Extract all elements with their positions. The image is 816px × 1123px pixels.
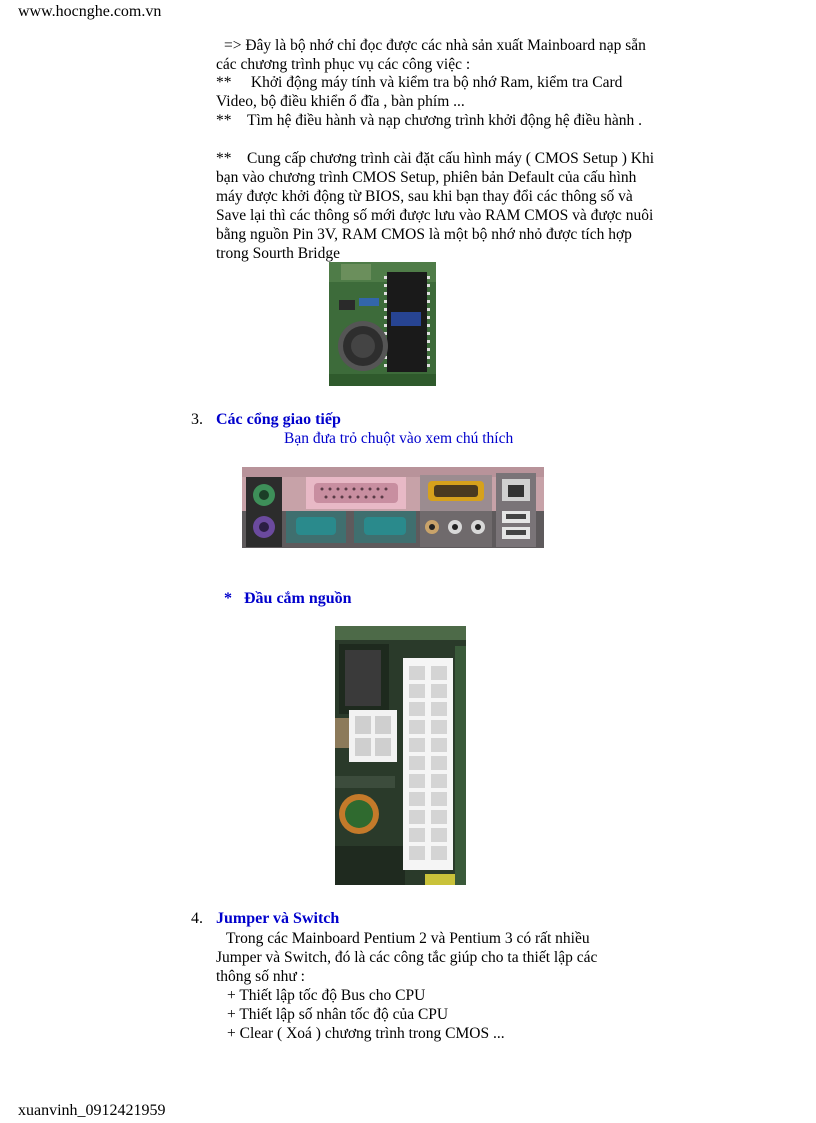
task-text: Khởi động máy tính và kiểm tra bộ nhớ Ram, kiểm tra Card Video, bộ điều khiển ổ đĩa , bàn phím ...	[216, 74, 623, 110]
jumper-intro-text: Trong các Mainboard Pentium 2 và Pentium 3 có rất nhiều Jumper và Switch, đó là các công tắc giúp cho ta thiết lập các thông số như :	[216, 930, 598, 985]
jumper-intro	[216, 929, 616, 986]
bios-intro-text: => Đây là bộ nhớ chỉ đọc được các nhà sản xuất Mainboard nạp sẵn các chương trình phục vụ các công việc :	[216, 37, 646, 73]
bios-intro	[216, 36, 656, 74]
list-item: + Thiết lập số nhân tốc độ của CPU	[227, 1006, 449, 1023]
section-3-title: Các cổng giao tiếp	[216, 411, 341, 428]
bios-task-3	[216, 149, 656, 263]
power-marker: *	[224, 590, 232, 607]
task-text: Tìm hệ điều hành và nạp chương trình khởi động hệ điều hành .	[247, 112, 642, 129]
power-title: Đầu cắm nguồn	[244, 590, 352, 607]
bios-task-2	[216, 111, 656, 130]
power-connector-photo	[335, 626, 466, 885]
page-footer: xuanvinh_0912421959	[18, 1102, 166, 1119]
ports-hint: Bạn đưa trỏ chuột vào xem chú thích	[284, 430, 514, 447]
bios-task-1	[216, 73, 656, 111]
task-marker: **	[216, 150, 232, 167]
task-marker: **	[216, 74, 232, 91]
ports-photo[interactable]	[242, 467, 544, 548]
section-4-number: 4.	[191, 910, 203, 927]
section-3-number: 3.	[191, 411, 203, 428]
site-header: www.hocnghe.com.vn	[18, 3, 162, 20]
power-section-heading	[224, 590, 352, 608]
task-text: Cung cấp chương trình cài đặt cấu hình máy ( CMOS Setup ) Khi bạn vào chương trình CMOS Setup, phiên bản Default của cấu hình máy được khởi động từ BIOS, sau khi bạn thay đổi các thông số và Save lại thì các thông số mới được lưu vào RAM CMOS và được nuôi bằng nguồn Pin 3V, RAM CMOS là một bộ nhớ nhỏ được tích hợp trong Sourth Bridge	[216, 150, 655, 262]
list-item: + Thiết lập tốc độ Bus cho CPU	[227, 987, 426, 1004]
list-item: + Clear ( Xoá ) chương trình trong CMOS ...	[227, 1025, 505, 1042]
task-marker: **	[216, 112, 232, 129]
jumper-list	[227, 986, 505, 1043]
bios-chip-photo	[329, 262, 436, 386]
section-4-title: Jumper và Switch	[216, 910, 340, 927]
